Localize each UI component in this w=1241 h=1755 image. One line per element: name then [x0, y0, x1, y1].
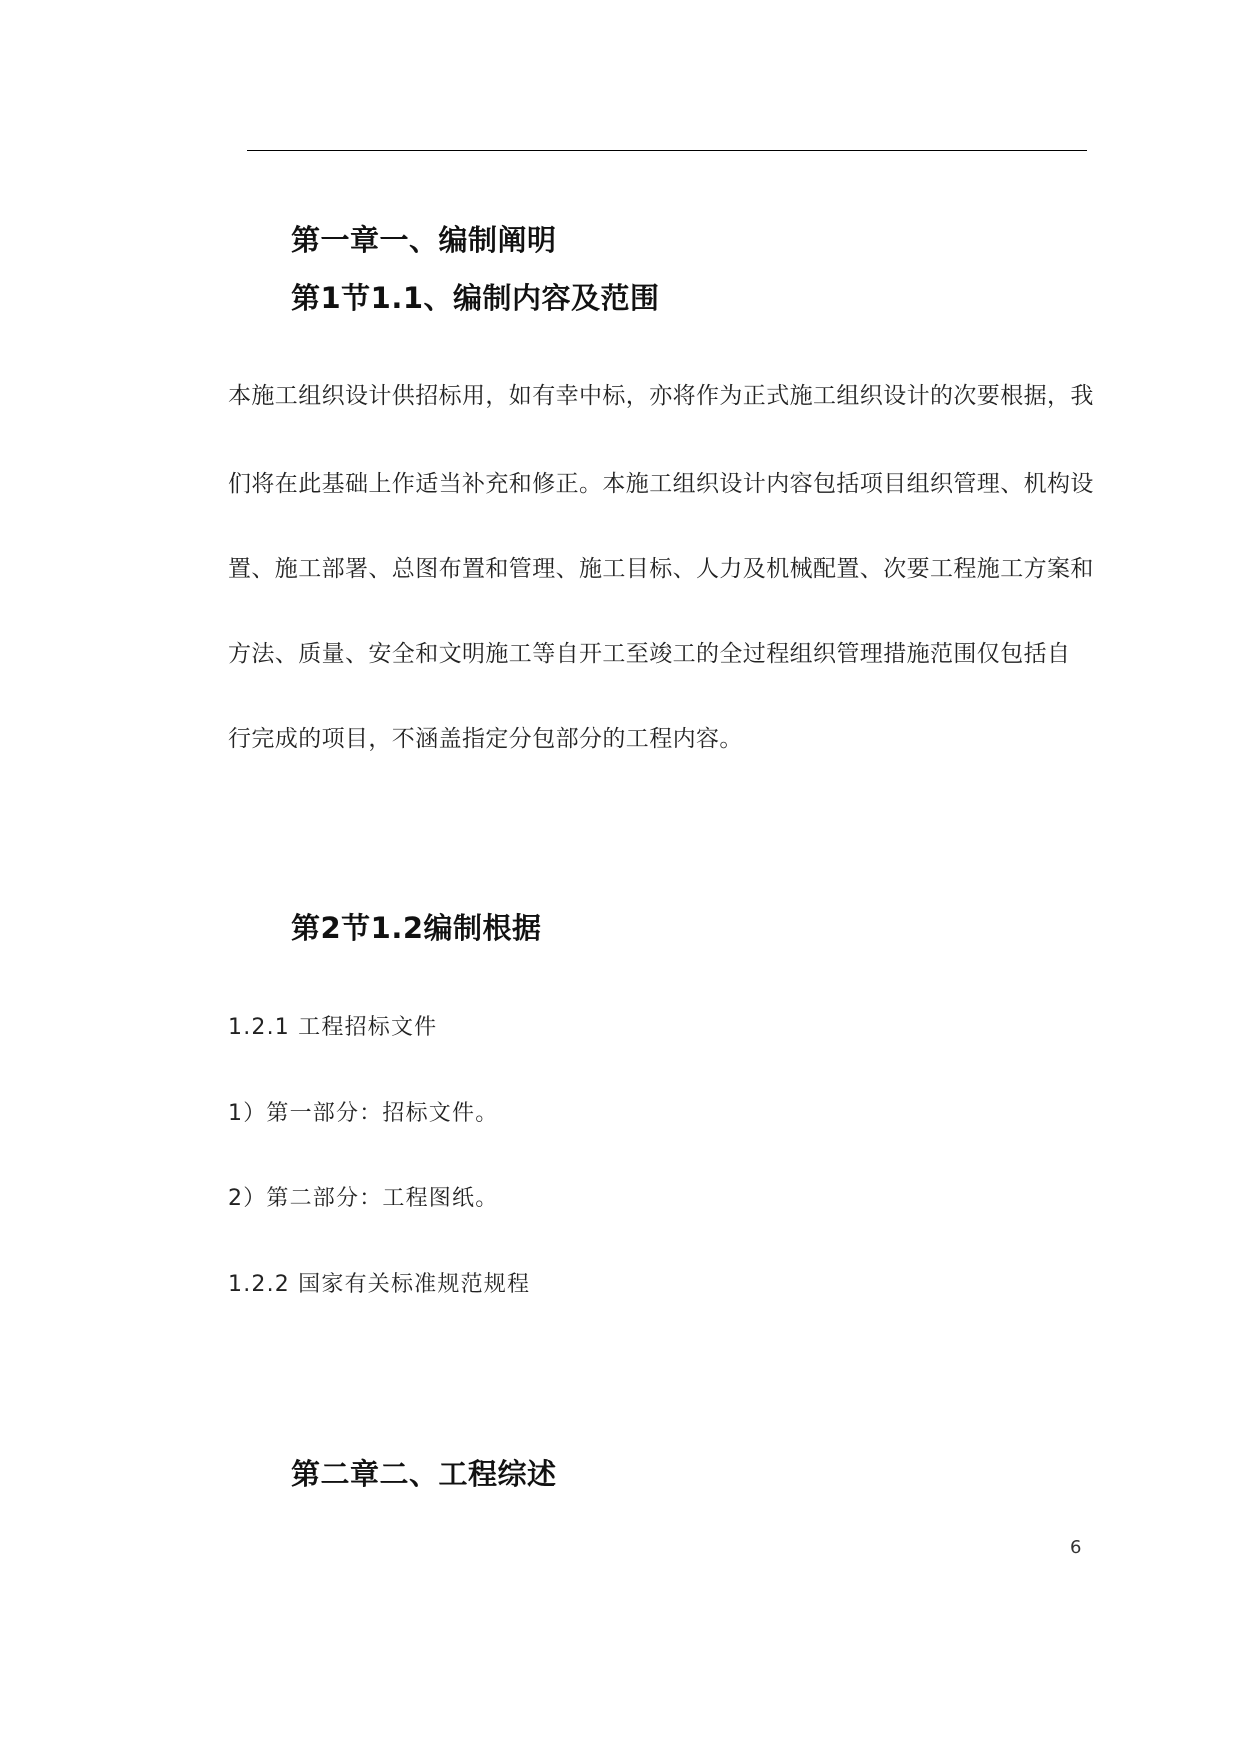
paragraph-line: 行完成的项目，不涵盖指定分包部分的工程内容。: [228, 726, 743, 752]
section-1-1-title: 第1节1.1、编制内容及范围: [291, 281, 660, 315]
paragraph-line: 方法、质量、安全和文明施工等自开工至竣工的全过程组织管理措施范围仅包括自: [228, 641, 1071, 667]
paragraph-line: 本施工组织设计供招标用，如有幸中标，亦将作为正式施工组织设计的次要根据，我: [228, 383, 1094, 409]
list-item: 1.2.2 国家有关标准规范规程: [228, 1272, 531, 1297]
section-1-2-title: 第2节1.2编制根据: [291, 911, 542, 945]
paragraph-line: 们将在此基础上作适当补充和修正。本施工组织设计内容包括项目组织管理、机构设: [228, 471, 1094, 497]
chapter-1-title: 第一章一、编制阐明: [291, 223, 557, 257]
page-number: 6: [1070, 1537, 1082, 1558]
list-item: 1.2.1 工程招标文件: [228, 1015, 438, 1040]
list-item: 2）第二部分：工程图纸。: [228, 1186, 499, 1211]
paragraph-line: 置、施工部署、总图布置和管理、施工目标、人力及机械配置、次要工程施工方案和: [228, 556, 1094, 582]
list-item: 1）第一部分：招标文件。: [228, 1101, 499, 1126]
chapter-2-title: 第二章二、工程综述: [291, 1457, 557, 1491]
header-rule: [247, 150, 1087, 151]
